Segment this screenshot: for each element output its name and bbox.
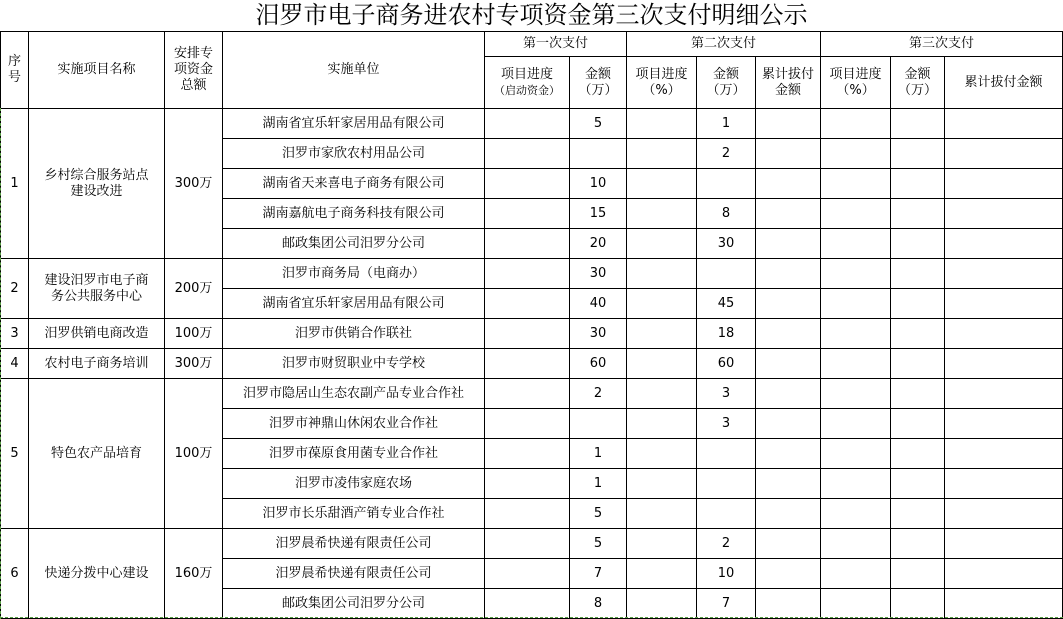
- cell-unit[interactable]: 湖南嘉航电子商务科技有限公司: [223, 199, 485, 229]
- cell-p1-amount[interactable]: 40: [570, 289, 627, 319]
- cell-p2-progress[interactable]: [627, 139, 697, 169]
- col-header-budget[interactable]: 安排专 项资金 总额: [165, 32, 223, 109]
- col-header-p2-cumulative[interactable]: 累计拔付 金额: [756, 57, 821, 109]
- cell-p1-amount[interactable]: 20: [570, 229, 627, 259]
- cell-p2-progress[interactable]: [627, 349, 697, 379]
- cell-p3-amount[interactable]: [891, 229, 945, 259]
- cell-p2-amount[interactable]: 3: [697, 409, 756, 439]
- cell-p1-amount[interactable]: 30: [570, 319, 627, 349]
- cell-unit[interactable]: 汨罗市凌伟家庭农场: [223, 469, 485, 499]
- cell-p3-progress[interactable]: [821, 439, 891, 469]
- col-header-project-name[interactable]: 实施项目名称: [29, 32, 165, 109]
- cell-p2-cumulative[interactable]: [756, 259, 821, 289]
- cell-p2-cumulative[interactable]: [756, 409, 821, 439]
- cell-p3-cumulative[interactable]: [945, 379, 1063, 409]
- cell-p2-cumulative[interactable]: [756, 109, 821, 139]
- cell-p1-amount[interactable]: 5: [570, 529, 627, 559]
- cell-p1-amount[interactable]: 30: [570, 259, 627, 289]
- cell-p2-cumulative[interactable]: [756, 169, 821, 199]
- cell-p1-progress[interactable]: [485, 529, 570, 559]
- cell-p3-cumulative[interactable]: [945, 559, 1063, 589]
- cell-p2-amount[interactable]: [697, 499, 756, 529]
- cell-p3-cumulative[interactable]: [945, 169, 1063, 199]
- col-header-first-payment[interactable]: 第一次支付: [485, 32, 627, 57]
- table-row: [1, 259, 1063, 289]
- cell-p1-amount[interactable]: 1: [570, 469, 627, 499]
- cell-p1-amount[interactable]: 7: [570, 559, 627, 589]
- cell-p3-progress[interactable]: [821, 289, 891, 319]
- cell-p3-amount[interactable]: [891, 199, 945, 229]
- cell-p2-cumulative[interactable]: [756, 559, 821, 589]
- cell-p1-amount[interactable]: 60: [570, 349, 627, 379]
- cell-unit[interactable]: 汨罗市供销合作联社: [223, 319, 485, 349]
- cell-p1-amount[interactable]: [570, 409, 627, 439]
- cell-p2-progress[interactable]: [627, 499, 697, 529]
- cell-p3-amount[interactable]: [891, 409, 945, 439]
- cell-p1-progress[interactable]: [485, 109, 570, 139]
- cell-p3-progress[interactable]: [821, 589, 891, 619]
- cell-project-name[interactable]: 快递分拨中心建设: [29, 529, 165, 619]
- cell-p2-progress[interactable]: [627, 319, 697, 349]
- cell-budget[interactable]: 200万: [165, 259, 223, 319]
- col-header-p1-progress[interactable]: 项目进度 （启动资金）: [485, 57, 570, 109]
- cell-budget[interactable]: 300万: [165, 349, 223, 379]
- cell-p3-cumulative[interactable]: [945, 289, 1063, 319]
- cell-unit[interactable]: 汨罗市葆原食用菌专业合作社: [223, 439, 485, 469]
- cell-p3-progress[interactable]: [821, 169, 891, 199]
- cell-p2-amount[interactable]: 2: [697, 139, 756, 169]
- cell-unit[interactable]: 汨罗市神鼎山休闲农业合作社: [223, 409, 485, 439]
- cell-p2-cumulative[interactable]: [756, 199, 821, 229]
- cell-budget[interactable]: 300万: [165, 109, 223, 259]
- cell-p1-progress[interactable]: [485, 439, 570, 469]
- cell-p1-progress[interactable]: [485, 139, 570, 169]
- cell-unit[interactable]: 汨罗市财贸职业中专学校: [223, 349, 485, 379]
- table-row: [1, 349, 1063, 379]
- cell-p3-cumulative[interactable]: [945, 259, 1063, 289]
- cell-p2-amount[interactable]: [697, 169, 756, 199]
- cell-p3-amount[interactable]: [891, 439, 945, 469]
- cell-p2-amount[interactable]: 2: [697, 529, 756, 559]
- cell-p3-progress[interactable]: [821, 319, 891, 349]
- cell-p2-progress[interactable]: [627, 589, 697, 619]
- table-row: [1, 319, 1063, 349]
- col-header-p1-amount[interactable]: 金额 （万）: [570, 57, 627, 109]
- cell-unit[interactable]: 邮政集团公司汨罗分公司: [223, 589, 485, 619]
- selection-border-bottom: [0, 617, 1063, 618]
- cell-p3-amount[interactable]: [891, 499, 945, 529]
- cell-p2-amount[interactable]: 7: [697, 589, 756, 619]
- cell-p3-progress[interactable]: [821, 259, 891, 289]
- cell-p1-progress[interactable]: [485, 289, 570, 319]
- cell-project-name[interactable]: 建设汨罗市电子商 务公共服务中心: [29, 259, 165, 319]
- cell-seq[interactable]: 4: [1, 349, 29, 379]
- cell-p2-amount[interactable]: [697, 439, 756, 469]
- cell-p3-progress[interactable]: [821, 379, 891, 409]
- cell-p2-progress[interactable]: [627, 259, 697, 289]
- cell-p2-amount[interactable]: 10: [697, 559, 756, 589]
- cell-unit[interactable]: 汨罗市家欣农村用品公司: [223, 139, 485, 169]
- cell-p3-cumulative[interactable]: [945, 319, 1063, 349]
- cell-p2-cumulative[interactable]: [756, 289, 821, 319]
- payment-table: [0, 31, 1063, 619]
- cell-p1-progress[interactable]: [485, 379, 570, 409]
- cell-p2-amount[interactable]: 30: [697, 229, 756, 259]
- cell-p1-amount[interactable]: 5: [570, 499, 627, 529]
- cell-seq[interactable]: 6: [1, 529, 29, 619]
- cell-p3-cumulative[interactable]: [945, 529, 1063, 559]
- cell-p3-progress[interactable]: [821, 499, 891, 529]
- cell-p3-amount[interactable]: [891, 529, 945, 559]
- cell-seq[interactable]: 1: [1, 109, 29, 259]
- col-header-p3-progress[interactable]: 项目进度 （%）: [821, 57, 891, 109]
- cell-p1-amount[interactable]: 8: [570, 589, 627, 619]
- page-title: 汨罗市电子商务进农村专项资金第三次支付明细公示: [255, 1, 808, 29]
- cell-p1-progress[interactable]: [485, 469, 570, 499]
- cell-project-name[interactable]: 汨罗供销电商改造: [29, 319, 165, 349]
- cell-p2-progress[interactable]: [627, 199, 697, 229]
- col-header-third-payment[interactable]: 第三次支付: [821, 32, 1063, 57]
- cell-p1-progress[interactable]: [485, 199, 570, 229]
- cell-p2-progress[interactable]: [627, 409, 697, 439]
- cell-p1-progress[interactable]: [485, 259, 570, 289]
- cell-p3-amount[interactable]: [891, 139, 945, 169]
- cell-p3-cumulative[interactable]: [945, 199, 1063, 229]
- cell-p1-progress[interactable]: [485, 589, 570, 619]
- cell-p2-amount[interactable]: 60: [697, 349, 756, 379]
- cell-p3-amount[interactable]: [891, 109, 945, 139]
- cell-p3-progress[interactable]: [821, 529, 891, 559]
- cell-unit[interactable]: 湖南省宜乐轩家居用品有限公司: [223, 289, 485, 319]
- cell-p1-progress[interactable]: [485, 349, 570, 379]
- cell-p3-progress[interactable]: [821, 139, 891, 169]
- cell-p1-amount[interactable]: 5: [570, 109, 627, 139]
- table-row: [1, 109, 1063, 139]
- cell-p2-cumulative[interactable]: [756, 139, 821, 169]
- cell-unit[interactable]: 汨罗晨希快递有限责任公司: [223, 559, 485, 589]
- cell-unit[interactable]: 汨罗晨希快递有限责任公司: [223, 529, 485, 559]
- cell-p1-amount[interactable]: 2: [570, 379, 627, 409]
- cell-p3-progress[interactable]: [821, 109, 891, 139]
- cell-p3-amount[interactable]: [891, 589, 945, 619]
- cell-p2-cumulative[interactable]: [756, 379, 821, 409]
- cell-p2-cumulative[interactable]: [756, 469, 821, 499]
- cell-p3-progress[interactable]: [821, 469, 891, 499]
- cell-p2-cumulative[interactable]: [756, 439, 821, 469]
- cell-budget[interactable]: 100万: [165, 379, 223, 529]
- cell-p1-progress[interactable]: [485, 229, 570, 259]
- cell-p2-progress[interactable]: [627, 439, 697, 469]
- cell-p2-amount[interactable]: 18: [697, 319, 756, 349]
- cell-p1-progress[interactable]: [485, 409, 570, 439]
- cell-p3-cumulative[interactable]: [945, 409, 1063, 439]
- cell-p3-progress[interactable]: [821, 229, 891, 259]
- cell-unit[interactable]: 汨罗市长乐甜酒产销专业合作社: [223, 499, 485, 529]
- cell-p2-cumulative[interactable]: [756, 499, 821, 529]
- col-header-p2-progress[interactable]: 项目进度 （%）: [627, 57, 697, 109]
- cell-project-name[interactable]: 特色农产品培育: [29, 379, 165, 529]
- col-header-p2-amount[interactable]: 金额 （万）: [697, 57, 756, 109]
- col-header-unit[interactable]: 实施单位: [223, 32, 485, 109]
- cell-p2-progress[interactable]: [627, 229, 697, 259]
- cell-p3-progress[interactable]: [821, 349, 891, 379]
- cell-p3-cumulative[interactable]: [945, 109, 1063, 139]
- cell-p1-amount[interactable]: 15: [570, 199, 627, 229]
- col-header-p3-amount[interactable]: 金额 （万）: [891, 57, 945, 109]
- cell-p2-amount[interactable]: [697, 469, 756, 499]
- cell-unit[interactable]: 汨罗市商务局（电商办）: [223, 259, 485, 289]
- cell-p3-cumulative[interactable]: [945, 139, 1063, 169]
- cell-p2-progress[interactable]: [627, 289, 697, 319]
- cell-p2-progress[interactable]: [627, 559, 697, 589]
- cell-p3-cumulative[interactable]: [945, 349, 1063, 379]
- col-header-p3-cumulative[interactable]: 累计拔付金额: [945, 57, 1063, 109]
- cell-p1-amount[interactable]: 10: [570, 169, 627, 199]
- cell-p3-cumulative[interactable]: [945, 499, 1063, 529]
- cell-p1-progress[interactable]: [485, 169, 570, 199]
- cell-p2-cumulative[interactable]: [756, 349, 821, 379]
- cell-p2-amount[interactable]: 8: [697, 199, 756, 229]
- cell-p2-cumulative[interactable]: [756, 589, 821, 619]
- table-row: [1, 529, 1063, 559]
- cell-p3-progress[interactable]: [821, 409, 891, 439]
- cell-p3-cumulative[interactable]: [945, 229, 1063, 259]
- col-header-seq[interactable]: 序 号: [1, 32, 29, 109]
- cell-p3-cumulative[interactable]: [945, 439, 1063, 469]
- cell-p3-progress[interactable]: [821, 199, 891, 229]
- cell-p3-progress[interactable]: [821, 559, 891, 589]
- cell-p2-amount[interactable]: 1: [697, 109, 756, 139]
- cell-p3-cumulative[interactable]: [945, 589, 1063, 619]
- cell-unit[interactable]: 湖南省宜乐轩家居用品有限公司: [223, 109, 485, 139]
- cell-project-name[interactable]: 农村电子商务培训: [29, 349, 165, 379]
- cell-p2-cumulative[interactable]: [756, 319, 821, 349]
- cell-p2-progress[interactable]: [627, 529, 697, 559]
- cell-p3-cumulative[interactable]: [945, 469, 1063, 499]
- cell-budget[interactable]: 100万: [165, 319, 223, 349]
- cell-p2-progress[interactable]: [627, 379, 697, 409]
- cell-p1-amount[interactable]: 1: [570, 439, 627, 469]
- cell-p2-progress[interactable]: [627, 469, 697, 499]
- cell-p1-progress[interactable]: [485, 319, 570, 349]
- table-row: [1, 379, 1063, 409]
- cell-p2-amount[interactable]: [697, 259, 756, 289]
- col-header-second-payment[interactable]: 第二次支付: [627, 32, 821, 57]
- cell-p3-amount[interactable]: [891, 319, 945, 349]
- cell-p3-amount[interactable]: [891, 169, 945, 199]
- cell-seq[interactable]: 3: [1, 319, 29, 349]
- selection-border-left: [0, 108, 3, 619]
- cell-p1-amount[interactable]: [570, 139, 627, 169]
- cell-p3-amount[interactable]: [891, 259, 945, 289]
- cell-p3-amount[interactable]: [891, 349, 945, 379]
- cell-p2-amount[interactable]: 3: [697, 379, 756, 409]
- cell-budget[interactable]: 160万: [165, 529, 223, 619]
- cell-seq[interactable]: 2: [1, 259, 29, 319]
- cell-p2-cumulative[interactable]: [756, 529, 821, 559]
- cell-p1-progress[interactable]: [485, 499, 570, 529]
- cell-p3-amount[interactable]: [891, 289, 945, 319]
- cell-p2-progress[interactable]: [627, 109, 697, 139]
- cell-unit[interactable]: 湖南省天来喜电子商务有限公司: [223, 169, 485, 199]
- cell-seq[interactable]: 5: [1, 379, 29, 529]
- header-row-1: [1, 32, 1063, 57]
- cell-p2-progress[interactable]: [627, 169, 697, 199]
- cell-p2-cumulative[interactable]: [756, 229, 821, 259]
- cell-p3-amount[interactable]: [891, 469, 945, 499]
- cell-p3-amount[interactable]: [891, 559, 945, 589]
- cell-unit[interactable]: 汨罗市隐居山生态农副产品专业合作社: [223, 379, 485, 409]
- cell-project-name[interactable]: 乡村综合服务站点 建设改进: [29, 109, 165, 259]
- cell-p1-progress[interactable]: [485, 559, 570, 589]
- cell-p2-amount[interactable]: 45: [697, 289, 756, 319]
- cell-p3-amount[interactable]: [891, 379, 945, 409]
- cell-unit[interactable]: 邮政集团公司汨罗分公司: [223, 229, 485, 259]
